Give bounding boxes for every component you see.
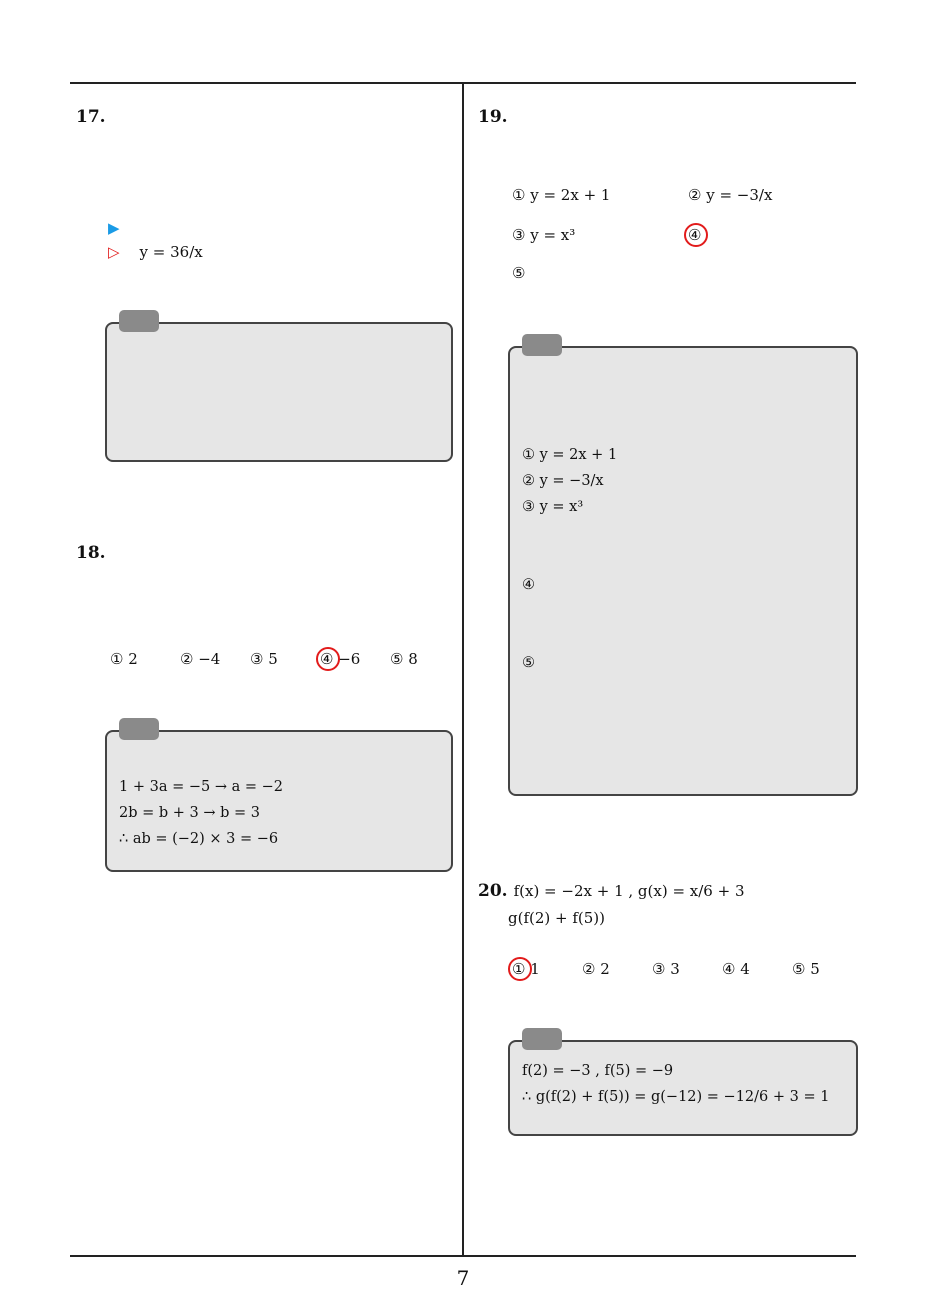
explanation-line: 1 + 3a = −5 → a = −2 — [119, 779, 283, 795]
bottom-rule — [70, 1255, 856, 1257]
problem-line-2: g(f(2) + f(5)) — [508, 909, 606, 927]
explanation-line — [522, 520, 842, 546]
correct-value: y = 36/x — [139, 243, 203, 261]
choice-4-selected[interactable]: ④ — [688, 226, 701, 244]
explanation-line — [119, 418, 437, 444]
explanation-box-20 — [508, 1040, 858, 1136]
explanation-line: ① y = 2x + 1 — [522, 447, 618, 463]
choice-1[interactable]: ① y = 2x + 1 — [512, 186, 611, 204]
explanation-line — [522, 390, 842, 416]
explanation-line — [119, 392, 437, 418]
correct-icon: ▷ — [108, 243, 120, 261]
problem-line-3 — [76, 158, 456, 185]
explanation-line: f(2) = −3 , f(5) = −9 — [522, 1063, 674, 1079]
points-label — [478, 932, 856, 956]
explanation-line — [522, 754, 842, 780]
explanation-line — [522, 416, 842, 442]
choice-4-selected[interactable]: ④ −6 — [320, 650, 360, 668]
explanation-line — [119, 748, 437, 774]
explanation-line — [522, 364, 842, 390]
explanation-line — [522, 598, 842, 624]
problem-19 — [478, 104, 856, 155]
choice-4[interactable]: ④ 4 — [722, 960, 750, 978]
explanation-line — [522, 624, 842, 650]
explanation-tag — [522, 334, 562, 356]
choice-2[interactable]: ② 2 — [582, 960, 610, 978]
explanation-line — [522, 546, 842, 572]
problem-line-2 — [76, 131, 456, 158]
explanation-line: ∴ g(f(2) + f(5)) = g(−12) = −12/6 + 3 = 1 — [522, 1089, 830, 1105]
choice-2[interactable]: ② −4 — [180, 650, 221, 668]
problem-number: 20. — [478, 881, 508, 901]
problem-line-1: f(x) = −2x + 1 , g(x) = x/6 + 3 — [513, 882, 745, 900]
explanation-tag — [119, 310, 159, 332]
choices-20 — [512, 960, 852, 984]
choice-3[interactable]: ③ y = x³ — [512, 226, 576, 244]
explanation-line — [119, 340, 437, 366]
problem-18 — [76, 540, 456, 645]
page-number: 7 — [456, 1266, 470, 1290]
explanation-line — [522, 728, 842, 754]
problem-number: 18. — [76, 543, 106, 563]
play-icon: ▶ — [108, 219, 120, 237]
choice-5[interactable]: ⑤ 5 — [792, 960, 820, 978]
problem-20 — [478, 878, 856, 956]
choice-1[interactable]: ① 2 — [110, 650, 138, 668]
explanation-box-17 — [105, 322, 453, 462]
correct-answer-row — [108, 243, 456, 261]
choice-3[interactable]: ③ 3 — [652, 960, 680, 978]
explanation-tag — [522, 1028, 562, 1050]
explanation-box-19 — [508, 346, 858, 796]
explanation-line — [522, 702, 842, 728]
explanation-box-18 — [105, 730, 453, 872]
choices-19 — [512, 186, 852, 286]
explanation-line: ∴ ab = (−2) × 3 = −6 — [119, 831, 279, 847]
points-label — [76, 185, 456, 209]
choice-5[interactable]: ⑤ 8 — [390, 650, 418, 668]
explanation-line: ② y = −3/x — [522, 473, 604, 489]
choice-2[interactable]: ② y = −3/x — [688, 186, 773, 204]
explanation-line: ④ — [522, 577, 535, 593]
choices-18 — [110, 650, 450, 674]
answer-row — [108, 219, 456, 237]
column-divider — [462, 82, 464, 1257]
points-label — [76, 621, 456, 645]
explanation-line — [119, 366, 437, 392]
problem-number: 19. — [478, 107, 508, 127]
problem-number: 17. — [76, 107, 106, 127]
points-label — [478, 131, 856, 155]
explanation-line: 2b = b + 3 → b = 3 — [119, 805, 260, 821]
problem-line-3 — [76, 594, 456, 621]
explanation-tag — [119, 718, 159, 740]
choice-1-selected[interactable]: ① 1 — [512, 960, 540, 978]
explanation-line: ③ y = x³ — [522, 499, 584, 515]
problem-17 — [76, 104, 456, 261]
explanation-line: ⑤ — [522, 655, 535, 671]
choice-5[interactable]: ⑤ — [512, 264, 526, 282]
choice-3[interactable]: ③ 5 — [250, 650, 278, 668]
problem-line-2 — [76, 567, 456, 594]
explanation-line — [522, 676, 842, 702]
